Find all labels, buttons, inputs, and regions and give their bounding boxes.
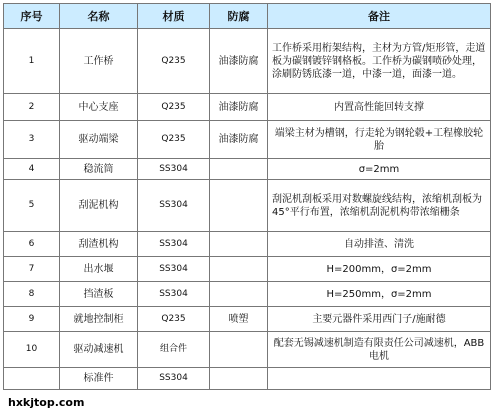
row-anticorrosion: 喷塑 [210,307,268,332]
row-note [268,368,491,390]
row-note: 端梁主材为槽钢，行走轮为钢轮毂+工程橡胶轮胎 [268,121,491,159]
row-anticorrosion: 油漆防腐 [210,29,268,94]
table-row [4,368,491,390]
row-no: 2 [4,94,60,121]
row-material: SS304 [138,282,210,307]
row-no: 6 [4,232,60,257]
table-row [4,121,491,159]
header-name: 名称 [60,4,138,29]
row-name: 就地控制柜 [60,307,138,332]
row-material: SS304 [138,257,210,282]
header-anticorrosion: 防腐 [210,4,268,29]
row-note: 配套无锡减速机制造有限责任公司减速机，ABB电机 [268,332,491,368]
row-name: 工作桥 [60,29,138,94]
row-no: 9 [4,307,60,332]
row-no: 5 [4,180,60,232]
table-row [4,94,491,121]
row-note: 内置高性能回转支撑 [268,94,491,121]
row-no: 3 [4,121,60,159]
row-anticorrosion [210,257,268,282]
row-anticorrosion [210,332,268,368]
row-no: 7 [4,257,60,282]
row-note: 工作桥采用桁架结构，主材为方管/矩形管，走道板为碳钢镀锌钢格板。工作桥为碳钢喷砂处理，涂刷防锈底漆一道，中漆一道，面漆一道。 [268,29,491,94]
row-name: 刮渣机构 [60,232,138,257]
row-name: 出水堰 [60,257,138,282]
row-no: 8 [4,282,60,307]
table-header-row [4,4,491,29]
row-anticorrosion [210,282,268,307]
table-row [4,257,491,282]
row-name: 标准件 [60,368,138,390]
site-watermark: hxkjtop.com [8,396,85,409]
row-note: H=250mm，σ=2mm [268,282,491,307]
header-note: 备注 [268,4,491,29]
table-row [4,180,491,232]
row-material: SS304 [138,159,210,180]
row-material: SS304 [138,232,210,257]
row-material: 组合件 [138,332,210,368]
header-no: 序号 [4,4,60,29]
row-name: 中心支座 [60,94,138,121]
header-material: 材质 [138,4,210,29]
row-name: 驱动减速机 [60,332,138,368]
table-row [4,29,491,94]
row-name: 刮泥机构 [60,180,138,232]
row-note: 刮泥机刮板采用对数螺旋线结构，浓缩机刮板为45°平行布置，浓缩机刮泥机构带浓缩栅条 [268,180,491,232]
row-no: 4 [4,159,60,180]
row-name: 稳流筒 [60,159,138,180]
row-material: Q235 [138,121,210,159]
table-row [4,159,491,180]
row-material: SS304 [138,368,210,390]
table-row [4,282,491,307]
table-row [4,332,491,368]
table-row [4,307,491,332]
row-anticorrosion [210,180,268,232]
row-material: Q235 [138,307,210,332]
row-no: 10 [4,332,60,368]
equipment-spec-table [3,3,491,390]
row-anticorrosion: 油漆防腐 [210,121,268,159]
row-note: H=200mm，σ=2mm [268,257,491,282]
row-note: 主要元器件采用西门子/施耐德 [268,307,491,332]
row-anticorrosion [210,232,268,257]
row-anticorrosion [210,368,268,390]
row-note: 自动排渣、清洗 [268,232,491,257]
row-name: 挡渣板 [60,282,138,307]
row-anticorrosion: 油漆防腐 [210,94,268,121]
row-note: σ=2mm [268,159,491,180]
row-anticorrosion [210,159,268,180]
row-material: Q235 [138,94,210,121]
row-name: 驱动端梁 [60,121,138,159]
row-no: 1 [4,29,60,94]
table-row [4,232,491,257]
row-material: Q235 [138,29,210,94]
row-no [4,368,60,390]
row-material: SS304 [138,180,210,232]
